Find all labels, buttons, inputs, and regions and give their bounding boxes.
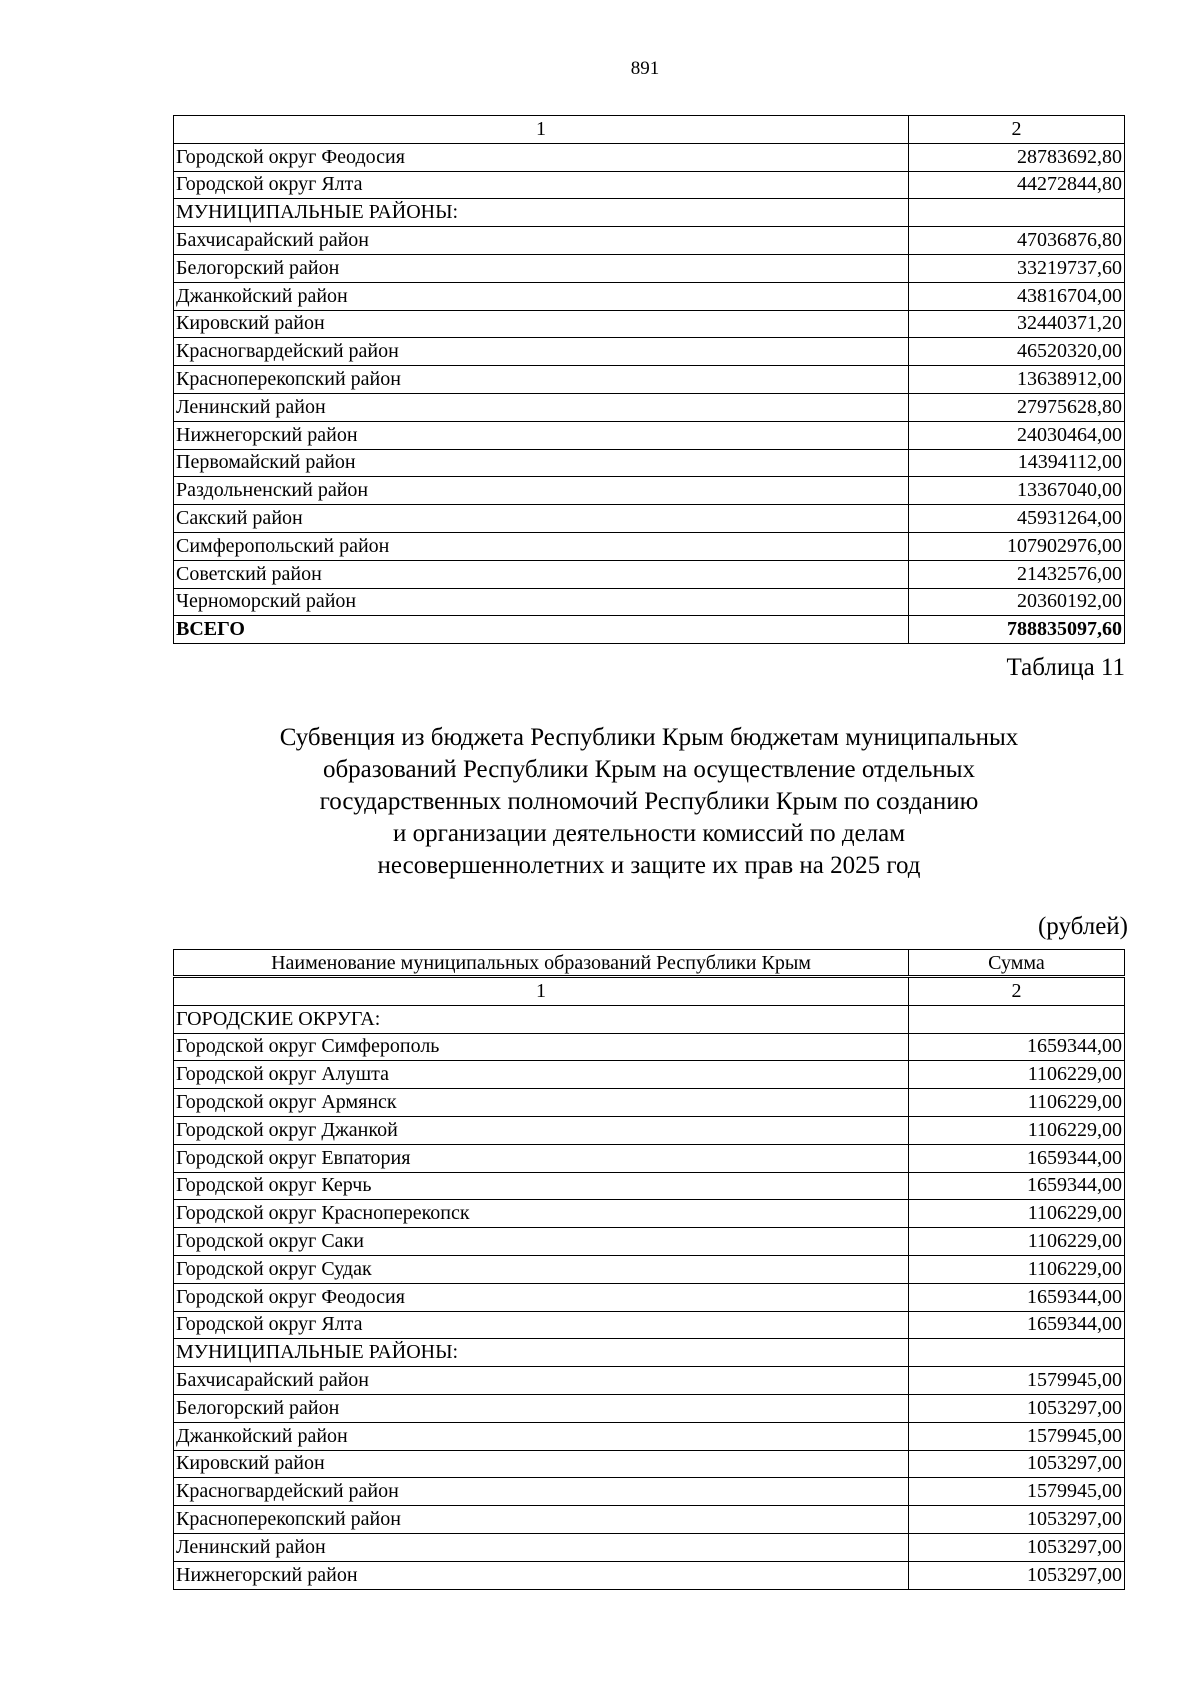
table-row [174,1339,1125,1367]
row-name: Бахчисарайский район [174,227,909,255]
column-number-1: 1 [174,978,909,1006]
row-value: 47036876,80 [909,227,1125,255]
title-line: и организации деятельности комиссий по делам [392,820,906,847]
row-value: 21432576,00 [909,560,1125,588]
table-row [174,477,1125,505]
row-name: Городской округ Армянск [174,1089,909,1117]
table-11 [173,977,1125,1590]
title-line: образований Республики Крым на осуществление отдельных [322,756,976,783]
row-name: Нижнегорский район [174,421,909,449]
row-value: 32440371,20 [909,310,1125,338]
table-row [174,1394,1125,1422]
row-value: 27975628,80 [909,393,1125,421]
title-line: государственных полномочий Республики Крым по созданию [319,788,979,815]
row-name: Нижнегорский район [174,1561,909,1589]
column-number-row [174,116,1125,144]
table-row [174,171,1125,199]
row-name: Кировский район [174,310,909,338]
row-name: Городской округ Феодосия [174,143,909,171]
column-number-1: 1 [174,116,909,144]
row-value: 1106229,00 [909,1255,1125,1283]
row-name: Городской округ Феодосия [174,1283,909,1311]
table-row [174,393,1125,421]
row-name: Городской округ Красноперекопск [174,1200,909,1228]
table-label: Таблица 11 [1006,654,1125,681]
top-table [173,115,1125,644]
row-value: 13367040,00 [909,477,1125,505]
header-name: Наименование муниципальных образований Республики Крым [174,950,909,976]
header-row [174,950,1125,976]
title-line: Субвенция из бюджета Республики Крым бюджетам муниципальных [279,724,1019,751]
table-row [174,449,1125,477]
row-name: МУНИЦИПАЛЬНЫЕ РАЙОНЫ: [174,1339,909,1367]
row-name: Советский район [174,560,909,588]
table-row [174,254,1125,282]
table-row [174,1144,1125,1172]
row-name: Ленинский район [174,393,909,421]
total-value: 788835097,60 [909,616,1125,644]
table-row [174,560,1125,588]
row-value: 1579945,00 [909,1367,1125,1395]
row-name: Джанкойский район [174,282,909,310]
column-number-2: 2 [909,116,1125,144]
table-row [174,1116,1125,1144]
row-value: 1106229,00 [909,1228,1125,1256]
row-value: 1659344,00 [909,1311,1125,1339]
row-name: Белогорский район [174,1394,909,1422]
table-row [174,227,1125,255]
row-value: 1579945,00 [909,1422,1125,1450]
table-row [174,282,1125,310]
row-name: Симферопольский район [174,532,909,560]
column-number-2: 2 [909,978,1125,1006]
row-value [909,1005,1125,1033]
row-name: Раздольненский район [174,477,909,505]
table-row [174,1089,1125,1117]
row-name: Бахчисарайский район [174,1367,909,1395]
table-row [174,1561,1125,1589]
row-name: Городской округ Ялта [174,171,909,199]
table-row [174,143,1125,171]
table-row [174,421,1125,449]
table-row [174,338,1125,366]
row-value: 43816704,00 [909,282,1125,310]
row-value: 1053297,00 [909,1561,1125,1589]
row-value: 45931264,00 [909,505,1125,533]
header-sum: Сумма [909,950,1125,976]
row-value: 33219737,60 [909,254,1125,282]
table-row [174,1200,1125,1228]
row-name: Красноперекопский район [174,1506,909,1534]
row-value: 1659344,00 [909,1172,1125,1200]
units-label: (рублей) [1037,913,1128,940]
total-label: ВСЕГО [174,616,909,644]
row-name: ГОРОДСКИЕ ОКРУГА: [174,1005,909,1033]
row-name: Красноперекопский район [174,366,909,394]
row-name: Красногвардейский район [174,338,909,366]
row-value: 1659344,00 [909,1144,1125,1172]
table-row [174,532,1125,560]
row-value: 1053297,00 [909,1450,1125,1478]
row-name: Городской округ Симферополь [174,1033,909,1061]
table-row [174,1478,1125,1506]
row-name: Городской округ Ялта [174,1311,909,1339]
table-row [174,1283,1125,1311]
row-name: Кировский район [174,1450,909,1478]
row-value: 44272844,80 [909,171,1125,199]
row-value: 1053297,00 [909,1533,1125,1561]
row-name: Ленинский район [174,1533,909,1561]
table-row [174,1533,1125,1561]
row-name: МУНИЦИПАЛЬНЫЕ РАЙОНЫ: [174,199,909,227]
row-value: 24030464,00 [909,421,1125,449]
row-name: Белогорский район [174,254,909,282]
row-name: Красногвардейский район [174,1478,909,1506]
page-number: 891 [630,58,660,79]
row-name: Джанкойский район [174,1422,909,1450]
table-row [174,1450,1125,1478]
row-value: 46520320,00 [909,338,1125,366]
row-value: 107902976,00 [909,532,1125,560]
total-row [174,616,1125,644]
table-row [174,310,1125,338]
row-value: 1053297,00 [909,1394,1125,1422]
row-value [909,1339,1125,1367]
table-row [174,199,1125,227]
table-row [174,1033,1125,1061]
row-name: Городской округ Евпатория [174,1144,909,1172]
table-row [174,1422,1125,1450]
table-row [174,1255,1125,1283]
table-row [174,1506,1125,1534]
row-value: 1106229,00 [909,1061,1125,1089]
table-row [174,1311,1125,1339]
table-row [174,588,1125,616]
title-line: несовершеннолетних и защите их прав на 2025 год [377,852,921,879]
row-name: Городской округ Судак [174,1255,909,1283]
table-row [174,366,1125,394]
table-row [174,1228,1125,1256]
row-name: Городской округ Керчь [174,1172,909,1200]
row-value: 1659344,00 [909,1033,1125,1061]
row-value: 1659344,00 [909,1283,1125,1311]
row-name: Первомайский район [174,449,909,477]
row-value: 1106229,00 [909,1089,1125,1117]
row-name: Сакский район [174,505,909,533]
row-name: Черноморский район [174,588,909,616]
row-value: 1053297,00 [909,1506,1125,1534]
table-row [174,1367,1125,1395]
row-value: 14394112,00 [909,449,1125,477]
table-row [174,1172,1125,1200]
row-name: Городской округ Саки [174,1228,909,1256]
table-row [174,1005,1125,1033]
row-name: Городской округ Джанкой [174,1116,909,1144]
row-value: 28783692,80 [909,143,1125,171]
row-value: 1106229,00 [909,1116,1125,1144]
row-value: 1579945,00 [909,1478,1125,1506]
row-value: 20360192,00 [909,588,1125,616]
row-value: 1106229,00 [909,1200,1125,1228]
table-title [173,722,1125,882]
table-row [174,505,1125,533]
table-row [174,1061,1125,1089]
row-name: Городской округ Алушта [174,1061,909,1089]
table-header [173,949,1125,976]
column-number-row [174,978,1125,1006]
row-value [909,199,1125,227]
row-value: 13638912,00 [909,366,1125,394]
